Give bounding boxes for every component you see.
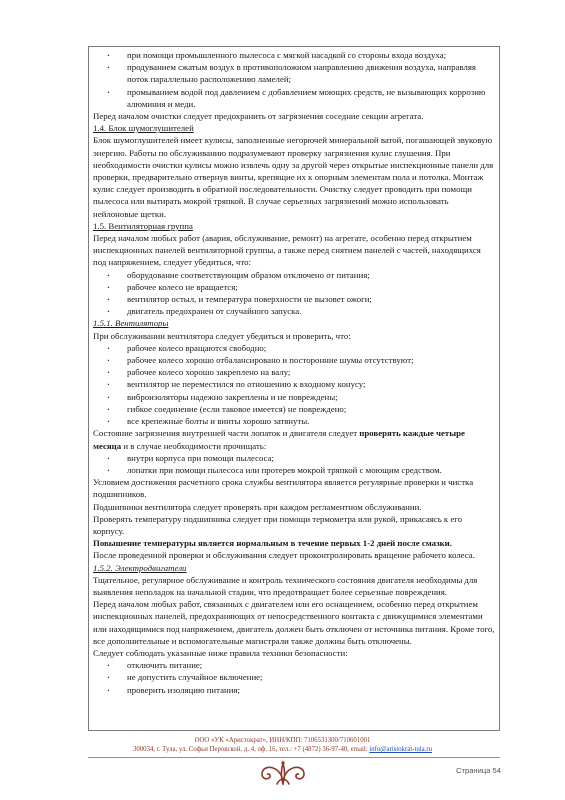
section-heading-1-5-1: 1.5.1. Вентиляторы <box>93 318 169 329</box>
ornament-icon <box>255 760 311 786</box>
document-content-frame <box>88 46 500 731</box>
paragraph: Проверять температуру подшипника следует при помощи термометра или рукой, прикасаясь к его корпусу. <box>93 513 463 536</box>
paragraph: Перед началом очистки следует предохранить от загрязнения соседние секции агрегата. <box>93 111 424 122</box>
paragraph <box>93 427 495 451</box>
list-item: · гибкое соединение (если таковое имеется) не повреждено; <box>127 403 495 415</box>
paragraph: При обслуживании вентилятора следует убедиться и проверить, что: <box>93 330 351 341</box>
bold-text: проверять каждые четыре месяца <box>93 428 465 451</box>
paragraph: Подшипники вентилятора следует проверять при каждом регламентном обслуживании. <box>93 501 422 512</box>
list-item: · двигатель предохранен от случайного запуска. <box>127 305 495 317</box>
list-item: · промыванием водой под давлением с добавлением моющих средств, не вызывающих коррозию алюминия и меди. <box>127 86 495 110</box>
list-item: · рабочее колесо вращаются свободно; <box>127 342 495 354</box>
section-heading-1-4: 1.4. Блок шумоглушителей <box>93 123 194 134</box>
cleaning-list <box>93 452 495 476</box>
list-item: · не допустить случайное включение; <box>127 671 495 683</box>
footer-company: ООО «УК «Аристократ», ИНН/КПП: 7106531300/710601001 <box>194 737 371 744</box>
footer-email-link[interactable]: info@aristokrat-tula.ru <box>369 746 433 753</box>
cleaning-methods-list <box>93 49 495 110</box>
footer-divider <box>88 757 500 758</box>
list-item: · лопатки при помощи пылесоса или протерев мокрой тряпкой с моющим средством. <box>127 464 495 476</box>
list-item: · вентилятор не переместился по отношению к входному конусу; <box>127 378 495 390</box>
section-heading-1-5-2: 1.5.2. Электродвигатели <box>93 562 187 573</box>
paragraph: Тщательное, регулярное обслуживание и контроль технического состояния двигателя необходимы для выявления неполадок на начальной стадии, что предотвращает более серьезные повреждения. <box>93 574 478 597</box>
paragraph: После проведенной проверки и обслуживания следует проконтролировать вращение рабочего колеса. <box>93 550 475 561</box>
list-item: · проверить изоляцию питания; <box>127 684 495 696</box>
page-footer <box>0 736 565 754</box>
list-item: · отключить питание; <box>127 659 495 671</box>
text-run: и в случае необходимости прочищать: <box>121 440 267 451</box>
list-item: · все крепежные болты и винты хорошо затянуты. <box>127 415 495 427</box>
list-item: · продуванием сжатым воздух в противоположном направлению движения воздуха, направляя поток параллельно расположению ламелей; <box>127 61 495 85</box>
paragraph: Следует соблюдать указанные ниже правила техники безопасности: <box>93 647 348 658</box>
list-item: · виброизоляторы надежно закреплены и не повреждены; <box>127 391 495 403</box>
paragraph: Перед началом любых работ (авария, обслуживание, ремонт) на агрегате, особенно перед открытием инспекционных панелей вентиляторной группы, а также перед снятием панелей с частей, находящихся под напряжением, следует убедиться, что: <box>93 233 481 268</box>
list-item: · внутри корпуса при помощи пылесоса; <box>127 452 495 464</box>
list-item: · оборудование соответствующим образом отключено от питания; <box>127 269 495 281</box>
fan-check-list <box>93 342 495 427</box>
safety-rules-list <box>93 659 495 696</box>
list-item: · вентилятор остыл, и температура поверхности не вызовет ожоги; <box>127 293 495 305</box>
list-item: · рабочее колесо хорошо закреплено на валу; <box>127 366 495 378</box>
paragraph: Блок шумоглушителей имеет кулисы, заполненные негорючей минеральной ватой, погашающей звуковую энергию. Работы по обслуживанию подразумевают проверку загрязнения кулис глушения. При необходимости очистки кулисы можно извлечь одну за другой через открытые инспекционные панели для проверки, предварительно отвернув винты, крепящие их к опорным элементам пола и потолка. Монтаж кулис следует производить в обратной последовательности. Очистку следует проводить при помощи пылесоса или вытирать мокрой тряпкой. В случае серьезных загрязнений можно использовать нейлоновые щетки. <box>93 135 494 219</box>
footer-address-text: 300034, г. Тула, ул. Софьи Перовской, д. 4, оф. 16, тел.: +7 (4872) 36-97-40, email: <box>132 746 370 753</box>
paragraph: Условием достижения расчетного срока службы вентилятора является регулярные проверки и чистка подшипников. <box>93 477 474 500</box>
bold-text: Повышение температуры является нормальным в течение первых 1-2 дней после смазки. <box>93 538 452 549</box>
page-number: Страница 54 <box>456 766 501 775</box>
text-run: Состояние загрязнения внутренней части лопаток и двигателя следует <box>93 428 360 439</box>
list-item: · при помощи промышленного пылесоса с мягкой насадкой со стороны входа воздуха; <box>127 49 495 61</box>
list-item: · рабочее колесо хорошо отбалансировано и посторонние шумы отсутствуют; <box>127 354 495 366</box>
list-item: · рабочее колесо не вращается; <box>127 281 495 293</box>
paragraph: Перед началом любых работ, связанных с двигателем или его оснащением, особенно перед открытием инспекционных панелей, предохраняющих от непосредственного контакта с движущимися элементами или находящимися под напряжением, двигатель должен быть отключен от источника питания. Кроме того, все дополнительные и вспомогательные магистрали также должны быть отключены. <box>93 599 495 646</box>
paragraph <box>93 537 495 549</box>
section-heading-1-5: 1.5. Вентиляторная группа <box>93 220 193 231</box>
safety-check-list <box>93 269 495 318</box>
footer-address <box>0 745 565 754</box>
